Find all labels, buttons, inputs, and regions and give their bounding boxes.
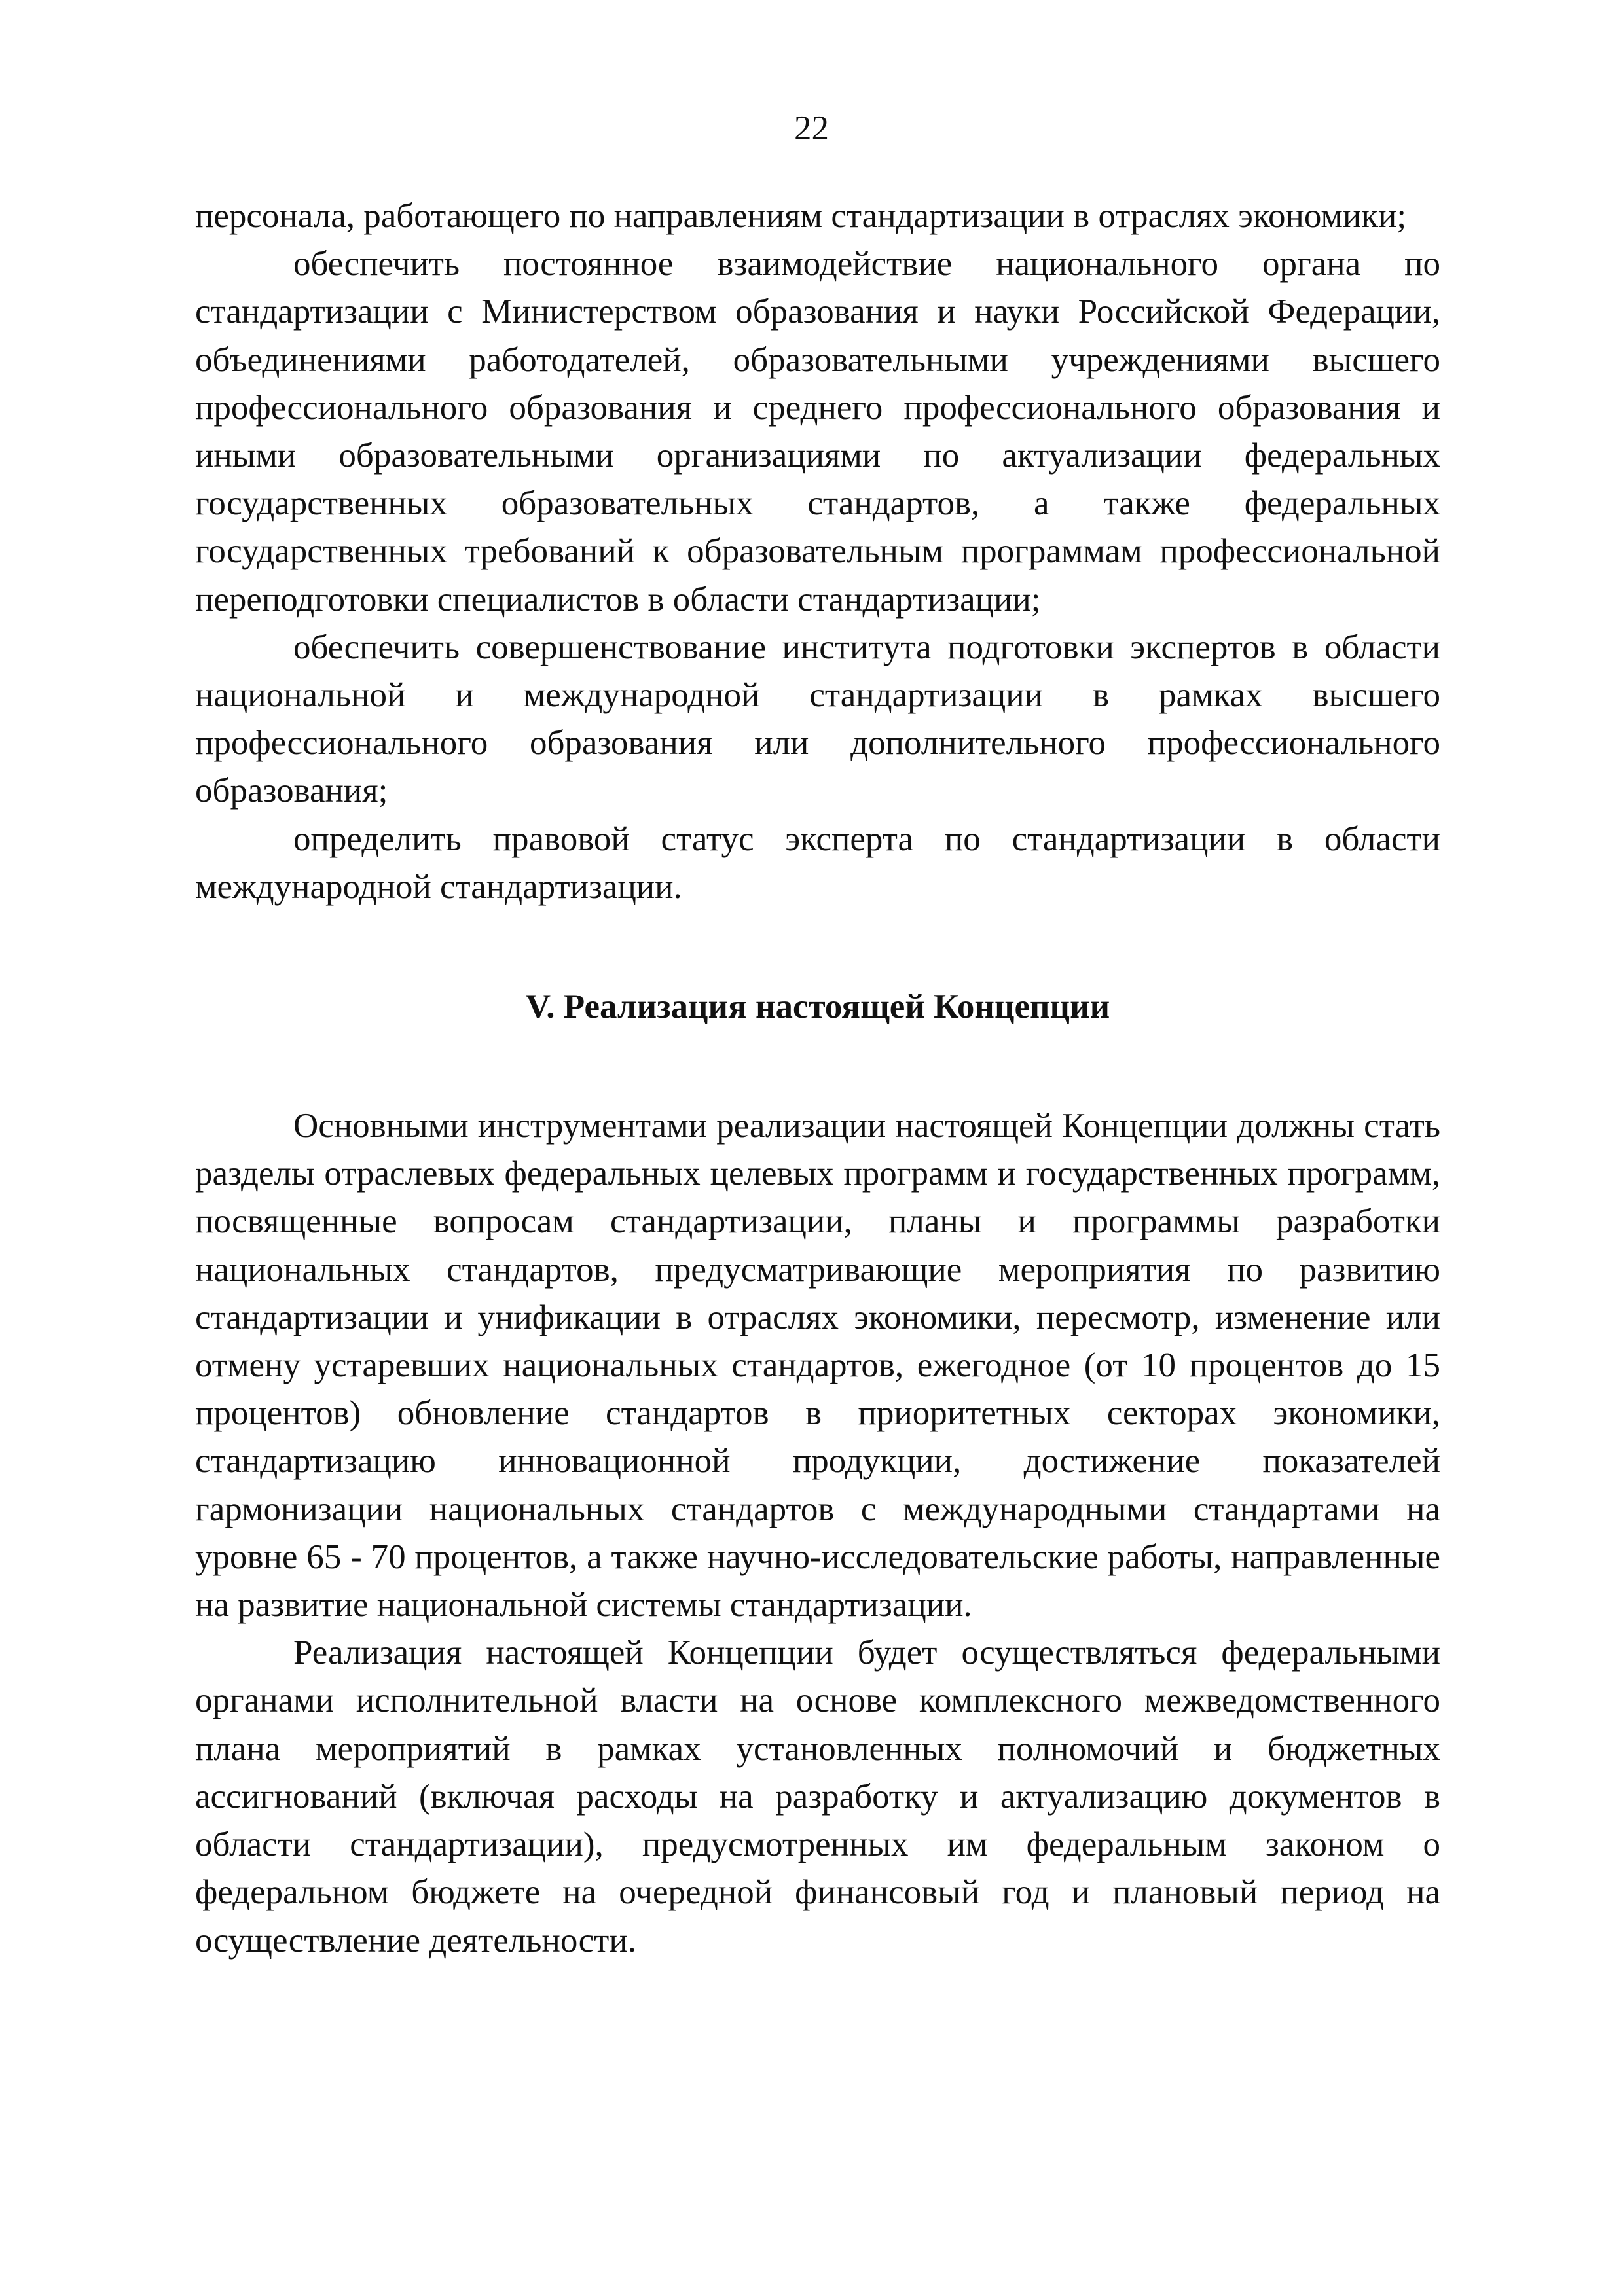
paragraph-implementation-bodies: Реализация настоящей Концепции будет осуществляться федеральными органами исполнительной власти на основе комплексного межведомственного плана мероприятий в рамках установленных полномочий и бюджетных ассигнований (включая расходы на разработку и актуализацию документов в области стандартизации), предусмотренных им федеральным законом о федеральном бюджете на очередной финансовый год и плановый период на осуществление деятельности. (195, 1634, 1440, 1960)
section-heading: V. Реализация настоящей Концепции (525, 988, 1110, 1026)
paragraph-continuation: персонала, работающего по направлениям стандартизации в отраслях экономики; (195, 197, 1407, 235)
paragraph-expert-training: обеспечить совершенствование института подготовки экспертов в области национальной и международной стандартизации в рамках высшего профессионального образования или дополнительного профессионального образования; (195, 628, 1440, 810)
paragraph-expert-status: определить правовой статус эксперта по стандартизации в области международной стандартизации. (195, 819, 1440, 906)
paragraph-implementation-tools: Основными инструментами реализации настоящей Концепции должны стать разделы отраслевых федеральных целевых программ и государственных программ, посвященные вопросам стандартизации, планы и программы разработки национальных стандартов, предусматривающие мероприятия по развитию стандартизации и унификации в отраслях экономики, пересмотр, изменение или отмену устаревших национальных стандартов, ежегодное (от 10 процентов до 15 процентов) обновление стандартов в приоритетных секторах экономики, стандартизацию инновационной продукции, достижение показателей гармонизации национальных стандартов с международными стандартами на уровне 65 - 70 процентов, а также научно-исследовательские работы, направленные на развитие национальной системы стандартизации. (195, 1107, 1440, 1624)
paragraph-interaction-education: обеспечить постоянное взаимодействие национального органа по стандартизации с Министерством образования и науки Российской Федерации, объединениями работодателей, образовательными учреждениями высшего профессионального образования и среднего профессионального образования и иными образовательными организациями по актуализации федеральных государственных образовательных стандартов, а также федеральных государственных требований к образовательным программам профессиональной переподготовки специалистов в области стандартизации; (195, 245, 1440, 619)
page-number: 22 (794, 109, 829, 147)
document-body (195, 192, 1440, 1965)
